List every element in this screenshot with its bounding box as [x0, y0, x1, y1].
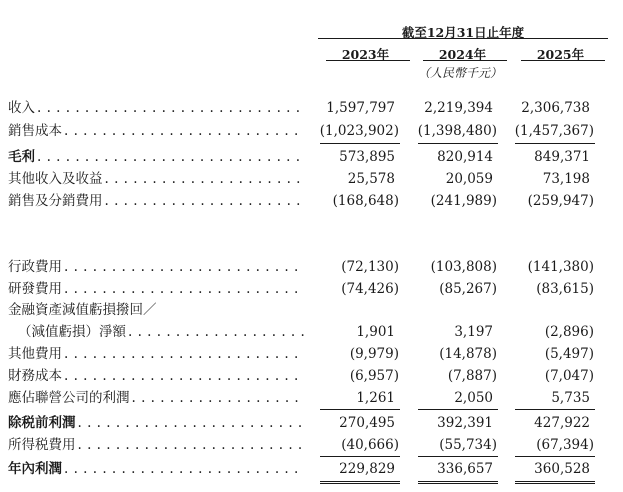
year-header-2025: 2025年	[536, 47, 585, 62]
row-label: 應佔聯營公司的利潤 . . .	[8, 389, 304, 407]
subtotal-rule-2025	[515, 409, 595, 410]
value-2024: (241,989)	[430, 193, 497, 209]
row-label: 所得税費用 . . .	[8, 436, 304, 454]
unit-note: （人民幣千元）	[417, 66, 502, 80]
value-2025: (141,380)	[527, 259, 594, 275]
year-header-2023: 2023年	[341, 47, 390, 62]
table-row	[0, 301, 623, 319]
row-label: 年內利潤 . . .	[8, 460, 304, 478]
value-2025: (7,047)	[544, 368, 594, 384]
value-2025: 360,528	[534, 461, 590, 477]
value-2024: 336,657	[437, 461, 493, 477]
row-label: 其他費用 . . .	[8, 345, 304, 363]
table-row	[0, 192, 623, 210]
subtotal-rule-2025	[515, 143, 595, 144]
value-2025: (259,947)	[527, 193, 594, 209]
value-2023: (168,648)	[332, 193, 399, 209]
row-label: 其他收入及收益 . . .	[8, 170, 304, 188]
subtotal-rule-2024	[418, 143, 498, 144]
subtotal-rule-2023	[320, 143, 400, 144]
row-label: 銷售成本 . . .	[8, 122, 304, 140]
value-2025: (2,896)	[544, 324, 594, 340]
value-2024: (1,398,480)	[417, 123, 497, 139]
total-rule-2023	[320, 481, 400, 484]
subtotal-rule-2025	[515, 456, 595, 457]
value-2025: 73,198	[542, 171, 590, 187]
row-label: 銷售及分銷費用 . . .	[8, 192, 304, 210]
table-row	[0, 148, 623, 166]
table-row	[0, 323, 623, 341]
value-2025: (83,615)	[536, 281, 594, 297]
year-rule-2024	[423, 60, 507, 61]
value-2024: 3,197	[454, 324, 493, 340]
table-row	[0, 389, 623, 407]
row-label: 毛利 . . .	[8, 148, 304, 166]
value-2024: 20,059	[445, 171, 493, 187]
value-2023: (74,426)	[341, 281, 399, 297]
value-2023: (1,023,902)	[319, 123, 399, 139]
value-2023: 1,261	[356, 390, 395, 406]
table-row	[0, 367, 623, 385]
value-2024: (103,808)	[430, 259, 497, 275]
table-row	[0, 280, 623, 298]
value-2024: 2,219,394	[424, 100, 493, 116]
value-2024: 392,391	[437, 415, 493, 431]
value-2023: 229,829	[339, 461, 395, 477]
period-header-rule	[318, 38, 608, 39]
row-label: 行政費用 . . .	[8, 258, 304, 276]
subtotal-rule-2024	[418, 409, 498, 410]
table-row	[0, 122, 623, 140]
value-2023: 573,895	[339, 149, 395, 165]
table-row	[0, 170, 623, 188]
row-label: 除税前利潤 . . .	[8, 414, 304, 432]
value-2024: (55,734)	[439, 437, 497, 453]
year-header-2024: 2024年	[438, 47, 487, 62]
value-2024: 2,050	[454, 390, 493, 406]
value-2024: (85,267)	[439, 281, 497, 297]
period-header: 截至12月31日止年度	[401, 25, 525, 40]
table-row	[0, 460, 623, 478]
row-label: 金融資產減值虧損撥回／	[8, 302, 157, 318]
value-2023: 25,578	[347, 171, 395, 187]
total-rule-2025	[515, 481, 595, 484]
value-2023: 1,901	[356, 324, 395, 340]
year-rule-2023	[326, 60, 410, 61]
value-2025: (67,394)	[536, 437, 594, 453]
value-2025: 5,735	[551, 390, 590, 406]
value-2025: 427,922	[534, 415, 590, 431]
value-2025: (5,497)	[544, 346, 594, 362]
subtotal-rule-2024	[418, 456, 498, 457]
table-row	[0, 414, 623, 432]
value-2023: (6,957)	[349, 368, 399, 384]
row-label: （減值虧損）淨額 . . .	[18, 323, 304, 341]
value-2025: (1,457,367)	[514, 123, 594, 139]
value-2023: (40,666)	[341, 437, 399, 453]
subtotal-rule-2023	[320, 456, 400, 457]
row-label: 研發費用 . . .	[8, 280, 304, 298]
value-2023: (72,130)	[341, 259, 399, 275]
value-2025: 849,371	[534, 149, 590, 165]
value-2023: 1,597,797	[326, 100, 395, 116]
table-row	[0, 258, 623, 276]
value-2023: (9,979)	[349, 346, 399, 362]
subtotal-rule-2023	[320, 409, 400, 410]
value-2023: 270,495	[339, 415, 395, 431]
total-rule-2024	[418, 481, 498, 484]
value-2024: (7,887)	[447, 368, 497, 384]
row-label: 收入 . . .	[8, 99, 304, 117]
year-rule-2025	[521, 60, 605, 61]
table-row	[0, 436, 623, 454]
table-row	[0, 99, 623, 117]
row-label: 財務成本 . . .	[8, 367, 304, 385]
value-2025: 2,306,738	[521, 100, 590, 116]
value-2024: 820,914	[437, 149, 493, 165]
table-row	[0, 345, 623, 363]
value-2024: (14,878)	[439, 346, 497, 362]
